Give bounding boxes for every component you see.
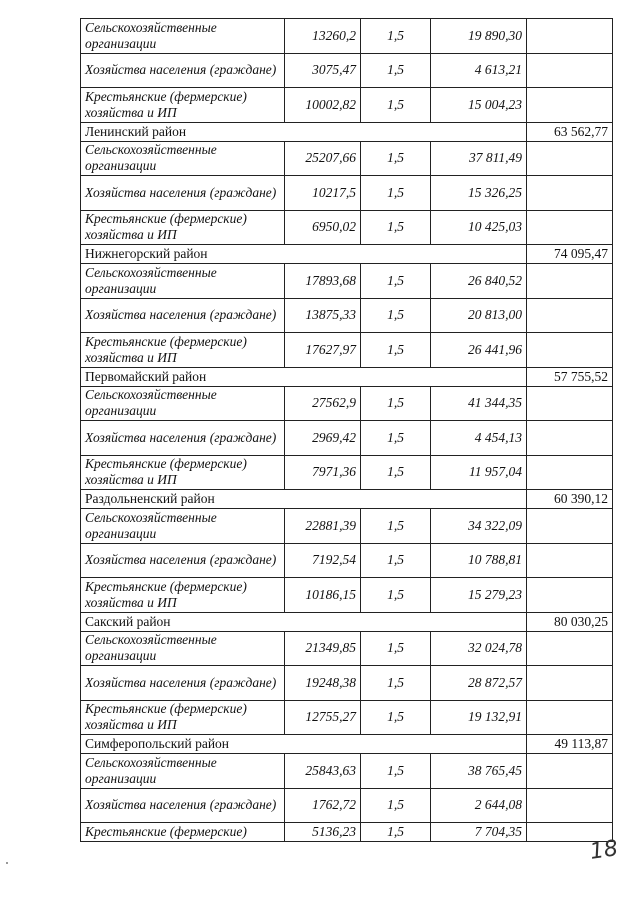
table-row <box>81 788 613 823</box>
area-value: 5136,23 <box>285 823 361 842</box>
amount-value: 15 004,23 <box>431 88 527 123</box>
subsidy-table <box>80 18 613 842</box>
table-row <box>81 19 613 54</box>
area-value: 12755,27 <box>285 700 361 735</box>
area-value: 13875,33 <box>285 298 361 333</box>
area-value: 10002,82 <box>285 88 361 123</box>
category-name: Сельскохозяйственные организации <box>81 754 285 789</box>
amount-value: 19 132,91 <box>431 700 527 735</box>
empty-total-cell <box>527 421 613 456</box>
amount-value: 28 872,57 <box>431 666 527 701</box>
amount-value: 37 811,49 <box>431 141 527 176</box>
empty-total-cell <box>527 210 613 245</box>
rate-value: 1,5 <box>361 19 431 54</box>
category-name: Крестьянские (фермерские) хозяйства и ИП <box>81 88 285 123</box>
rate-value: 1,5 <box>361 509 431 544</box>
amount-value: 41 344,35 <box>431 386 527 421</box>
category-name: Сельскохозяйственные организации <box>81 19 285 54</box>
district-name: Сакский район <box>81 612 527 631</box>
category-name: Крестьянские (фермерские) хозяйства и ИП <box>81 455 285 490</box>
table-row <box>81 754 613 789</box>
district-row <box>81 245 613 264</box>
table-row <box>81 421 613 456</box>
empty-total-cell <box>527 700 613 735</box>
empty-total-cell <box>527 543 613 578</box>
amount-value: 15 279,23 <box>431 578 527 613</box>
empty-total-cell <box>527 386 613 421</box>
category-name: Хозяйства населения (граждане) <box>81 53 285 88</box>
amount-value: 11 957,04 <box>431 455 527 490</box>
empty-total-cell <box>527 631 613 666</box>
table-row <box>81 333 613 368</box>
empty-total-cell <box>527 509 613 544</box>
district-row <box>81 735 613 754</box>
rate-value: 1,5 <box>361 700 431 735</box>
category-name: Сельскохозяйственные организации <box>81 509 285 544</box>
empty-total-cell <box>527 88 613 123</box>
rate-value: 1,5 <box>361 788 431 823</box>
category-name: Сельскохозяйственные организации <box>81 141 285 176</box>
amount-value: 20 813,00 <box>431 298 527 333</box>
table-row <box>81 53 613 88</box>
table-row <box>81 578 613 613</box>
area-value: 3075,47 <box>285 53 361 88</box>
table-row <box>81 386 613 421</box>
table-row <box>81 631 613 666</box>
table-row <box>81 823 613 842</box>
area-value: 21349,85 <box>285 631 361 666</box>
category-name: Хозяйства населения (граждане) <box>81 176 285 211</box>
amount-value: 4 613,21 <box>431 53 527 88</box>
category-name: Хозяйства населения (граждане) <box>81 788 285 823</box>
empty-total-cell <box>527 19 613 54</box>
district-row <box>81 490 613 509</box>
area-value: 17893,68 <box>285 264 361 299</box>
district-total: 80 030,25 <box>527 612 613 631</box>
table-body <box>81 19 613 842</box>
district-name: Первомайский район <box>81 367 527 386</box>
empty-total-cell <box>527 333 613 368</box>
table-row <box>81 88 613 123</box>
category-name: Сельскохозяйственные организации <box>81 386 285 421</box>
amount-value: 26 441,96 <box>431 333 527 368</box>
empty-total-cell <box>527 141 613 176</box>
rate-value: 1,5 <box>361 141 431 176</box>
area-value: 13260,2 <box>285 19 361 54</box>
category-name: Хозяйства населения (граждане) <box>81 543 285 578</box>
table-row <box>81 455 613 490</box>
amount-value: 4 454,13 <box>431 421 527 456</box>
district-row <box>81 122 613 141</box>
rate-value: 1,5 <box>361 578 431 613</box>
amount-value: 26 840,52 <box>431 264 527 299</box>
table-row <box>81 264 613 299</box>
empty-total-cell <box>527 53 613 88</box>
rate-value: 1,5 <box>361 176 431 211</box>
amount-value: 34 322,09 <box>431 509 527 544</box>
empty-total-cell <box>527 754 613 789</box>
category-name: Хозяйства населения (граждане) <box>81 298 285 333</box>
category-name: Крестьянские (фермерские) хозяйства и ИП <box>81 210 285 245</box>
district-name: Ленинский район <box>81 122 527 141</box>
table-row <box>81 543 613 578</box>
amount-value: 19 890,30 <box>431 19 527 54</box>
category-name: Крестьянские (фермерские) хозяйства и ИП <box>81 333 285 368</box>
district-name: Нижнегорский район <box>81 245 527 264</box>
area-value: 19248,38 <box>285 666 361 701</box>
table-row <box>81 176 613 211</box>
area-value: 22881,39 <box>285 509 361 544</box>
area-value: 1762,72 <box>285 788 361 823</box>
rate-value: 1,5 <box>361 823 431 842</box>
rate-value: 1,5 <box>361 666 431 701</box>
category-name: Хозяйства населения (граждане) <box>81 666 285 701</box>
page-number: 18 <box>588 836 620 865</box>
area-value: 10186,15 <box>285 578 361 613</box>
empty-total-cell <box>527 666 613 701</box>
rate-value: 1,5 <box>361 631 431 666</box>
rate-value: 1,5 <box>361 386 431 421</box>
rate-value: 1,5 <box>361 455 431 490</box>
amount-value: 7 704,35 <box>431 823 527 842</box>
area-value: 7192,54 <box>285 543 361 578</box>
category-name: Крестьянские (фермерские) хозяйства и ИП <box>81 700 285 735</box>
rate-value: 1,5 <box>361 333 431 368</box>
category-name: Крестьянские (фермерские) хозяйства и ИП <box>81 578 285 613</box>
rate-value: 1,5 <box>361 754 431 789</box>
rate-value: 1,5 <box>361 543 431 578</box>
district-total: 74 095,47 <box>527 245 613 264</box>
rate-value: 1,5 <box>361 421 431 456</box>
rate-value: 1,5 <box>361 53 431 88</box>
rate-value: 1,5 <box>361 210 431 245</box>
district-name: Симферопольский район <box>81 735 527 754</box>
district-total: 49 113,87 <box>527 735 613 754</box>
category-name: Хозяйства населения (граждане) <box>81 421 285 456</box>
rate-value: 1,5 <box>361 264 431 299</box>
category-name: Крестьянские (фермерские) <box>81 823 285 842</box>
empty-total-cell <box>527 264 613 299</box>
amount-value: 2 644,08 <box>431 788 527 823</box>
amount-value: 15 326,25 <box>431 176 527 211</box>
area-value: 2969,42 <box>285 421 361 456</box>
amount-value: 32 024,78 <box>431 631 527 666</box>
area-value: 25843,63 <box>285 754 361 789</box>
table-row <box>81 509 613 544</box>
district-total: 57 755,52 <box>527 367 613 386</box>
amount-value: 38 765,45 <box>431 754 527 789</box>
area-value: 17627,97 <box>285 333 361 368</box>
area-value: 7971,36 <box>285 455 361 490</box>
table-row <box>81 298 613 333</box>
district-row <box>81 367 613 386</box>
area-value: 6950,02 <box>285 210 361 245</box>
area-value: 27562,9 <box>285 386 361 421</box>
table-row <box>81 700 613 735</box>
table-row <box>81 666 613 701</box>
category-name: Сельскохозяйственные организации <box>81 264 285 299</box>
area-value: 25207,66 <box>285 141 361 176</box>
empty-total-cell <box>527 788 613 823</box>
empty-total-cell <box>527 578 613 613</box>
scan-mark <box>6 862 8 864</box>
rate-value: 1,5 <box>361 88 431 123</box>
district-row <box>81 612 613 631</box>
district-name: Раздольненский район <box>81 490 527 509</box>
empty-total-cell <box>527 455 613 490</box>
amount-value: 10 425,03 <box>431 210 527 245</box>
table-row <box>81 141 613 176</box>
area-value: 10217,5 <box>285 176 361 211</box>
empty-total-cell <box>527 176 613 211</box>
table-row <box>81 210 613 245</box>
district-total: 63 562,77 <box>527 122 613 141</box>
district-total: 60 390,12 <box>527 490 613 509</box>
empty-total-cell <box>527 298 613 333</box>
rate-value: 1,5 <box>361 298 431 333</box>
amount-value: 10 788,81 <box>431 543 527 578</box>
category-name: Сельскохозяйственные организации <box>81 631 285 666</box>
